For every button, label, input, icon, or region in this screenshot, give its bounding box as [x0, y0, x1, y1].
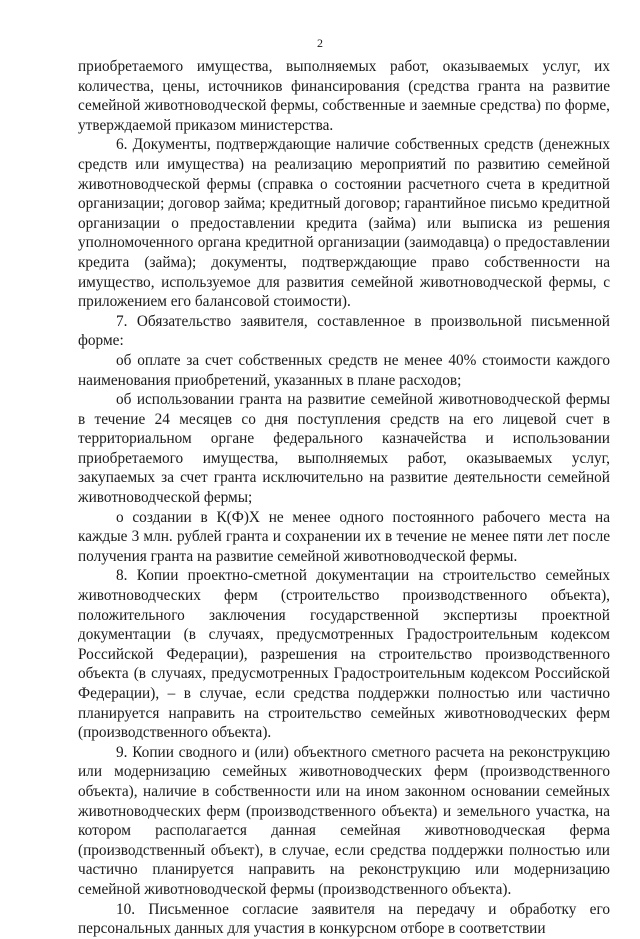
paragraph-item-6: 6. Документы, подтверждающие наличие собственных средств (денежных средств или имущества) на реализацию мероприятий по развитию семейной животноводческой фермы (справка о состоянии расчетного счета в кредитной организации; договор займа; кредитный договор; гарантийное письмо кредитной организации о предоставлении кредита (займа) или выписка из решения уполномоченного органа кредитной организации (заимодавца) о предоставлении кредита (займа); документы, подтверждающие право собственности на имущество, используемое для развития семейной животноводческой фермы, с приложением его балансовой стоимости). — [78, 136, 610, 311]
paragraph-item-9: 9. Копии сводного и (или) объектного сметного расчета на реконструкцию или модернизацию семейных животноводческих ферм (производственного объекта), наличие в собственности или на ином законном основании семейных животноводческих ферм (производственного объекта) и земельного участка, на котором располагается данная семейная животноводческая ферма (производственный объект), в случае, если средства поддержки полностью или частично планируется направить на реконструкцию или модернизацию семейной животноводческой фермы (производственного объекта). — [78, 743, 610, 898]
document-body — [78, 57, 610, 939]
page-number: 2 — [317, 36, 323, 50]
paragraph-item-7-clause-3: о создании в К(Ф)Х не менее одного постоянного рабочего места на каждые 3 млн. рублей гранта и сохранении их в течение не менее пяти лет после получения гранта на развитие семейной животноводческой фермы. — [78, 508, 610, 565]
paragraph-continuation: приобретаемого имущества, выполняемых работ, оказываемых услуг, их количества, цены, источников финансирования (средства гранта на развитие семейной животноводческой фермы, собственные и заемные средства) по форме, утверждаемой приказом министерства. — [78, 58, 610, 134]
paragraph-item-7-clause-2: об использовании гранта на развитие семейной животноводческой фермы в течение 24 месяцев со дня поступления средств на его лицевой счет в территориальном органе федерального казначейства и использовании приобретаемого имущества, выполняемых работ, оказываемых услуг, закупаемых за счет гранта исключительно на развитие деятельности семейной животноводческой фермы; — [78, 391, 610, 507]
paragraph-item-10: 10. Письменное согласие заявителя на передачу и обработку его персональных данных для участия в конкурсном отборе в соответствии — [78, 900, 610, 938]
paragraph-item-7-clause-1: об оплате за счет собственных средств не менее 40% стоимости каждого наименования приобретений, указанных в плане расходов; — [78, 351, 610, 389]
paragraph-item-7: 7. Обязательство заявителя, составленное в произвольной письменной форме: — [78, 312, 610, 350]
paragraph-item-8: 8. Копии проектно-сметной документации на строительство семейных животноводческих ферм (строительство производственного объекта), положительного заключения государственной экспертизы проектной документации (в случаях, предусмотренных Градостроительным кодексом Российской Федерации), разрешения на строительство производственного объекта (в случаях, предусмотренных Градостроительным кодексом Российской Федерации), – в случае, если средства поддержки полностью или частично планируется направить на строительство семейных животноводческих ферм (производственного объекта). — [78, 567, 610, 742]
